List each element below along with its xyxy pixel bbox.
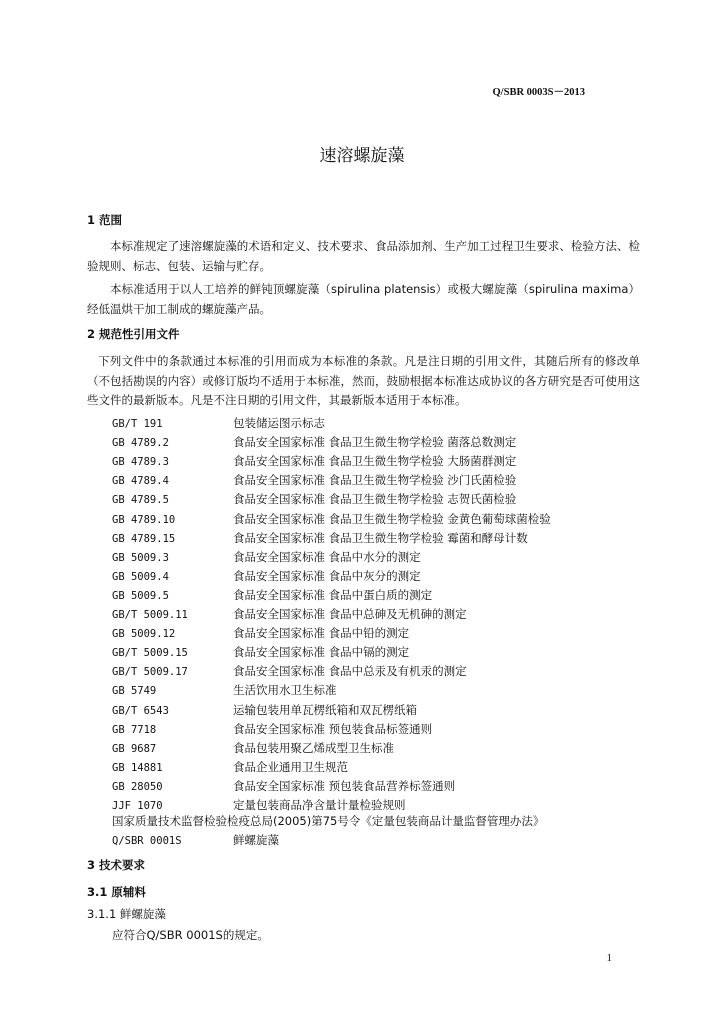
section-1-paragraph-1: 本标准规定了速溶螺旋藻的术语和定义、技术要求、食品添加剂、生产加工过程卫生要求、检验方法、检验规则、标志、包装、运输与贮存。 — [87, 239, 640, 273]
reference-title: 食品安全国家标准 食品中铅的测定 — [233, 626, 410, 641]
reference-code: GB 4789.2 — [112, 437, 169, 450]
reference-item — [112, 490, 516, 510]
section-2-intro: 下列文件中的条款通过本标准的引用而成为本标准的条款。凡是注日期的引用文件，其随后所有的修改单（不包括勘误的内容）或修订版均不适用于本标准，然而，鼓励根据本标准达成协议的各方研究是否可使用这些文件的最新版本。凡是不注日期的引用文件，其最新版本适用于本标准。 — [87, 354, 640, 407]
reference-item — [112, 739, 394, 759]
reference-title: 包装储运图示标志 — [233, 416, 325, 430]
reference-code: GB 4789.5 — [112, 494, 169, 507]
reference-item — [112, 643, 409, 663]
standard-code: Q/SBR 0003S－2013 — [492, 87, 585, 98]
document-title: 速溶螺旋藻 — [319, 146, 405, 166]
reference-item — [112, 433, 516, 453]
reference-item — [112, 414, 325, 434]
reference-title: 食品安全国家标准 预包装食品营养标签通则 — [233, 778, 456, 793]
section-1-heading: 1 范围 — [87, 213, 123, 227]
reference-title: 食品包装用聚乙烯成型卫生标准 — [233, 740, 394, 755]
reference-code: GB 5009.4 — [112, 570, 169, 583]
section-3-heading: 3 技术要求 — [87, 858, 146, 872]
reference-title: 食品安全国家标准 食品中蛋白质的测定 — [233, 587, 433, 602]
reference-item — [112, 529, 528, 549]
reference-title: 定量包装商品净含量计量检验规则 — [233, 798, 406, 812]
reference-title: 食品企业通用卫生规范 — [233, 759, 348, 774]
reference-code: GB 5009.3 — [112, 551, 169, 564]
reference-code: GB 5009.5 — [112, 589, 169, 602]
reference-item — [112, 720, 432, 740]
section-3-1-heading: 3.1 原辅料 — [87, 885, 146, 899]
reference-code: GB 28050 — [112, 780, 163, 793]
section-2-heading: 2 规范性引用文件 — [87, 327, 180, 341]
section-3-1-1-text: 应符合Q/SBR 0001S的规定。 — [112, 928, 269, 942]
reference-title: 食品安全国家标准 食品卫生微生物学检验 菌落总数测定 — [233, 435, 517, 450]
reference-item — [112, 758, 348, 778]
page-number: 1 — [606, 952, 612, 964]
reference-code: GB 9687 — [112, 742, 157, 755]
reference-item — [112, 510, 551, 530]
reference-item — [112, 586, 432, 606]
reference-item — [112, 701, 417, 721]
reference-item — [112, 567, 421, 587]
reference-code: Q/SBR 0001S — [112, 835, 182, 847]
reference-title: 鲜螺旋藻 — [233, 833, 279, 847]
reference-item — [112, 548, 421, 568]
reference-title: 食品安全国家标准 食品卫生微生物学检验 霉菌和酵母计数 — [233, 530, 528, 545]
reference-title: 食品安全国家标准 食品卫生微生物学检验 金黄色葡萄球菌检验 — [233, 511, 551, 526]
reference-item — [112, 831, 279, 851]
reference-code: GB 5749 — [112, 685, 157, 698]
reference-item — [112, 662, 467, 682]
reference-code: GB 7718 — [112, 723, 157, 736]
reference-code: GB 4789.10 — [112, 513, 176, 526]
reference-title: 食品安全国家标准 食品卫生微生物学检验 沙门氏菌检验 — [233, 473, 517, 488]
reference-code: GB/T 191 — [112, 418, 163, 430]
reference-title: 食品安全国家标准 食品卫生微生物学检验 大肠菌群测定 — [233, 454, 517, 469]
reference-title: 食品安全国家标准 食品中灰分的测定 — [233, 568, 421, 583]
reference-code: GB 4789.4 — [112, 475, 169, 488]
reference-code: GB 4789.15 — [112, 532, 176, 545]
reference-item — [112, 777, 455, 797]
reference-item — [112, 624, 409, 644]
reference-code: GB 14881 — [112, 761, 163, 774]
reference-title: 食品安全国家标准 预包装食品标签通则 — [233, 721, 433, 736]
reference-item — [112, 452, 516, 472]
reference-code: GB/T 5009.15 — [112, 647, 188, 660]
reference-code: GB/T 5009.17 — [112, 666, 188, 679]
reference-item — [112, 471, 516, 491]
reference-title: 生活饮用水卫生标准 — [233, 683, 337, 698]
reference-title: 食品安全国家标准 食品中镉的测定 — [233, 645, 410, 660]
reference-code: JJF 1070 — [112, 800, 163, 812]
reference-code: GB 5009.12 — [112, 628, 176, 641]
reference-code: GB 4789.3 — [112, 456, 169, 469]
reference-code: GB/T 5009.11 — [112, 609, 188, 621]
reference-title: 食品安全国家标准 食品卫生微生物学检验 志贺氏菌检验 — [233, 492, 517, 507]
section-1-paragraph-2: 本标准适用于以人工培养的鲜钝顶螺旋藻（spirulina platensis）或极大螺旋藻（spirulina maxima）经低温烘干加工制成的螺旋藻产品。 — [87, 282, 640, 316]
reference-item — [112, 605, 467, 625]
decree-reference: 国家质量技术监督检验检疫总局(2005)第75号令《定量包装商品计量监督管理办法》 — [112, 814, 545, 828]
reference-title: 食品安全国家标准 食品中水分的测定 — [233, 549, 421, 564]
reference-title: 食品安全国家标准 食品中总汞及有机汞的测定 — [233, 664, 467, 679]
reference-title: 食品安全国家标准 食品中总砷及无机砷的测定 — [233, 607, 467, 621]
reference-item — [112, 681, 337, 701]
reference-title: 运输包装用单瓦楞纸箱和双瓦楞纸箱 — [233, 702, 417, 717]
section-3-1-1-heading: 3.1.1 鲜螺旋藻 — [87, 907, 166, 921]
reference-code: GB/T 6543 — [112, 704, 169, 717]
